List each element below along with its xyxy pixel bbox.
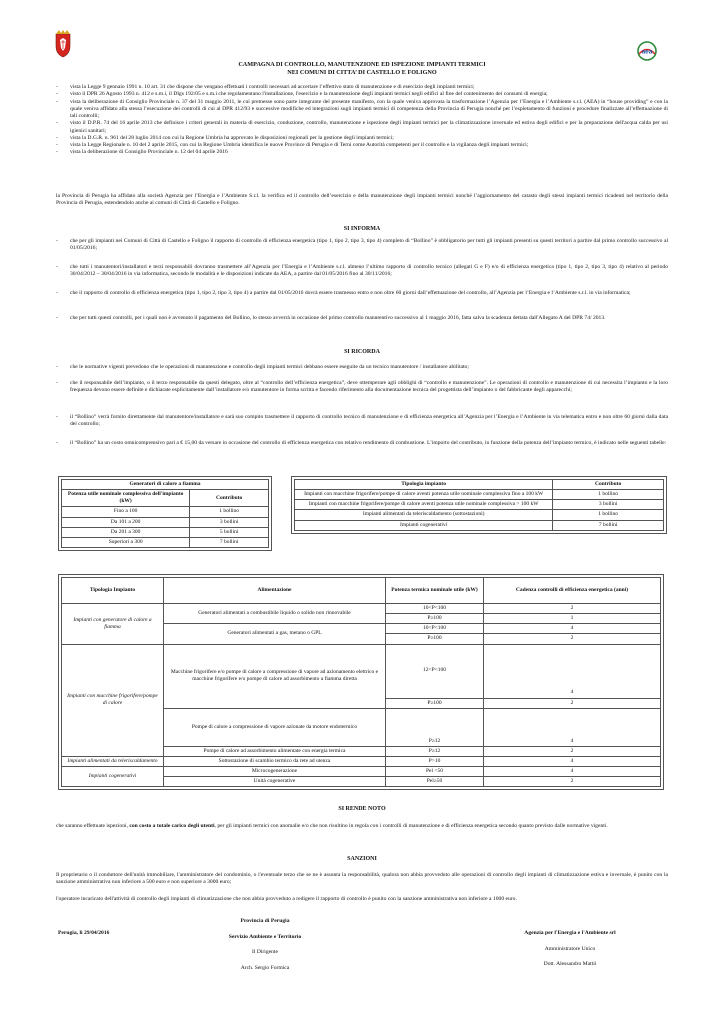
table-left-title: Generatori di calore a fiamma — [62, 480, 269, 490]
signature-agency-role: Amministratore Unico — [544, 945, 596, 952]
big-h4: Cadenza controlli di efficienza energetica (anni) — [484, 578, 661, 604]
table-cell: Fino a 100 — [62, 507, 190, 517]
big-cell: 12<P<100 — [386, 644, 484, 698]
list-item: - il “Bollino” verrà fornito direttamente dal manutentore/installatore e sarà suo compito trasmettere il rapporto di controllo tecnico di manutenzione e di efficienza energetica all’Agenzia per l’Energia e l’Ambiente in via telematica entro e non oltre 60 giorni dalla data del controllo; — [56, 414, 668, 429]
big-cell: Unità cogenerative — [164, 777, 386, 787]
table-cell: 1 bollino — [553, 510, 664, 520]
si-informa-item-3-wrap — [56, 290, 668, 297]
table-right-col1: Tipologia impianto — [295, 480, 553, 490]
big-cell: Pompe di calore ad assorbimento alimentate con energia termica — [164, 746, 386, 756]
list-item: - visto il DPR 26 Agosto 1993 n. 412 e s.m.i, il Dlgs 192/05 e s.m.i che regolamentano l'installazione, l'esercizio e la manutenzione degli impianti termici negli edifici al fine del contenimento dei consumi di energia; — [56, 91, 668, 98]
sanzioni-heading: SANZIONI — [347, 856, 377, 862]
table-row — [62, 756, 661, 766]
table-cell: 7 bollini — [190, 537, 269, 547]
table-cell: Da 201 a 300 — [62, 527, 190, 537]
big-cell: Pel <50 — [386, 766, 484, 776]
intro-section — [56, 193, 668, 208]
si-ricorda-item-4-wrap — [56, 440, 668, 447]
table-cell: Impianti alimentati da teleriscaldamento (sottostazioni) — [295, 510, 553, 520]
big-cell: Microcogenerazione — [164, 766, 386, 776]
table-tipologia — [294, 479, 664, 531]
big-g1-label: Impianti con generatore di calore a fiamma — [62, 604, 164, 645]
table-cell: 5 bollini — [190, 527, 269, 537]
signature-province-role: Il Dirigente — [252, 949, 278, 956]
big-cell: P≥100 — [386, 698, 484, 708]
list-item: - che il responsabile dell’impianto, o il terzo responsabile da questi delegato, oltre al “controllo dell’efficienza energetica”, deve ottemperare agli obblighi di “controllo e manutenzione”. Le operazioni di controllo e manutenzione di cui necessita l’impianto e la loro frequenza devono essere definite e dichiarate esplicitamente dall’installatore e/o manutentore in forma scritta e facendo riferimento alla documentazione tecnica del progettista dell’impianto o del fabbricante degli apparecchi; — [56, 380, 668, 395]
big-cell: 2 — [484, 777, 661, 787]
big-h1: Tipologia Impianto — [62, 578, 164, 604]
text-span: che saranno effettuate ispezioni, — [56, 823, 130, 829]
table-row — [62, 644, 661, 698]
table-row — [295, 500, 664, 510]
si-informa-item-2-wrap — [56, 264, 668, 279]
svg-text:aea: aea — [641, 48, 653, 56]
si-ricorda-item-2-wrap — [56, 380, 668, 395]
big-cell: 10<P<100 — [386, 604, 484, 614]
signature-agency-name: Dott. Alessandro Mattii — [543, 961, 597, 968]
list-item: - vista la deliberazione di Consiglio Provinciale n. 12 del 04 aprile 2016 — [56, 149, 668, 156]
table-row — [62, 517, 269, 527]
sanzioni-p2-wrap — [56, 896, 668, 903]
big-cell: 2 — [484, 746, 661, 756]
signature-province-org: Provincia di Perugia — [240, 918, 290, 924]
big-g4-label: Impianti cogenerativi — [62, 766, 164, 786]
table-cell: Impianti cogenerativi — [295, 520, 553, 530]
big-g2-label: Impianti con macchine frigorifere/pompe di calore — [62, 644, 164, 756]
list-item: - che tutti i manutentori/installatori e terzi responsabili dovranno trasmettere all’Agenzia per l’Energia e l’Ambiente s.r.l. almeno l’ultimo rapporto di controllo tecnico (allegati G e F) e/o di efficienza energetica (tipo 1, tipo 2, tipo 3, tipo 4) relativo al periodo 30/04/2012 – 30/04/2016 in via informatica, secondo le modalità e le disposizioni indicate da AEA, a partire dal 01/05/2016 fino al 30/11/2016; — [56, 264, 668, 279]
table-row — [62, 766, 661, 776]
table-cell: 1 bollino — [190, 507, 269, 517]
table-left-box — [58, 476, 272, 551]
sanzioni-paragraph-1: Il proprietario o il conduttore dell'unità immobiliare, l'amministratore del condominio, o l'eventuale terzo che se ne è assunta la responsabilità, qualora non abbia provveduto alle operazioni di controllo degli impianti di climatizzazione estiva e invernale, è punito con la sanzione amministrativa non inferiore a 500 euro e non superiore a 3000 euro; — [56, 872, 668, 886]
table-left-col1: Potenza utile nominale complessiva dell'impianto (kW) — [62, 490, 190, 507]
big-cell: Sottostazione di scambio termico da rete ad utenza — [164, 756, 386, 766]
signature-agency — [470, 926, 670, 973]
si-rende-noto-heading: SI RENDE NOTO — [338, 806, 386, 812]
big-cell-line: Macchine frigorifere e/o pompe di calore a compressione di vapore ad azionamento elettrico e — [170, 668, 379, 675]
province-crest-logo — [52, 30, 74, 58]
table-right-box — [291, 476, 667, 534]
table-cell: Da 101 a 200 — [62, 517, 190, 527]
list-item: - che le normative vigenti prevedono che le operazioni di manutenzione e controllo degli impianti termici debbano essere eseguite da un tecnico manutentore / installatore abilitato; — [56, 364, 668, 371]
si-ricorda-item-3-wrap — [56, 414, 668, 429]
si-ricorda-item-1-wrap — [56, 364, 668, 371]
table-generatori — [61, 479, 269, 548]
big-cell: P≥12 — [386, 746, 484, 756]
list-item: - che il rapporto di controllo di efficienza energetica (tipo 1, tipo 2, tipo 3, tipo 4) a partire dal 01/05/2016 dovrà essere trasmesso entro e non oltre 60 giorni dall’effettuazione del controllo, all’Agenzia per l’Energia e l’Ambiente s.r.l. in via informatica; — [56, 290, 668, 297]
si-rende-noto-section — [56, 806, 668, 814]
list-item: - vista la Legge Regionale n. 10 del 2 aprile 2015, con cui la Regione Umbria identifica le nuove Province di Perugia e di Terni come Autorità competenti per il controllo e la vigilanza degli impianti termici; — [56, 142, 668, 149]
big-cell: Pel≥50 — [386, 777, 484, 787]
si-informa-section — [56, 226, 668, 234]
table-row — [62, 537, 269, 547]
big-g3-label: Impianti alimentati da teleriscaldamento — [62, 756, 164, 766]
big-cell: 4 — [484, 644, 661, 698]
table-big-box — [58, 574, 664, 790]
premises-section — [56, 84, 668, 157]
list-item: - visto il D.P.R. 74 del 16 aprile 2013 che definisce i criteri generali in materia di esercizio, conduzione, controllo, manutenzione e ispezione degli impianti termici per la climatizzazione invernale ed estiva degli edifici e per la preparazione dell'acqua calda per usi igienici sanitari; — [56, 120, 668, 135]
signature-agency-org: Agenzia per l'Energia e l'Ambiente srl — [524, 930, 616, 936]
big-cell: P≥100 — [386, 614, 484, 624]
table-right-col2: Contributo — [553, 480, 664, 490]
table-row — [295, 520, 664, 530]
page-title — [100, 61, 624, 77]
table-cadenza-controlli — [61, 577, 661, 787]
si-rende-noto-text-wrap — [56, 823, 668, 830]
big-cell: P≥12 — [386, 708, 484, 746]
big-h2: Alimentazione — [164, 578, 386, 604]
title-line-1: CAMPAGNA DI CONTROLLO, MANUTENZIONE ED ISPEZIONE IMPIANTI TERMICI — [238, 61, 486, 68]
big-cell — [164, 644, 386, 708]
big-cell: Pompe di calore a compressione di vapore azionate da motore endotermico — [164, 708, 386, 746]
sanzioni-section — [56, 856, 668, 864]
si-informa-item-4-wrap — [56, 315, 668, 322]
big-cell: P≥100 — [386, 634, 484, 644]
big-cell: Generatori alimentati a combustibile liquido o solido non rinnovabile — [164, 604, 386, 624]
si-ricorda-heading: SI RICORDA — [344, 349, 380, 355]
big-cell: P>10 — [386, 756, 484, 766]
table-cell: Impianti con macchine frigorifere/pompe di calore aventi potenza utile nominale complessiva > 100 kW — [295, 500, 553, 510]
table-cell: 7 bollini — [553, 520, 664, 530]
table-left-col2: Contributo — [190, 490, 269, 507]
list-item: - il “Bollino” ha un costo omnicomprensivo pari a € 15,00 da versare in occasione del controllo di efficienza energetica con relativo rendimento di combustione. L’importo del contributo, in funzione della potenza dell’impianto termico, è indicato nelle seguenti tabelle: — [56, 440, 668, 447]
list-item: - vista la D.G.R. n. 961 del 28 luglio 2014 con cui la Regione Umbria ha approvato le disposizioni regionali per la gestione degli impianti termici; — [56, 135, 668, 142]
list-item: - vista la deliberazione di Consiglio Provinciale n. 37 del 31 maggio 2011, le cui premesse sono parte integrante del presente manifesto, con la quale veniva approvata la trasformazione l’Agenzia per l’Energia e l’Ambiente s.r.l. (AEA) in “house providing” e con la quale veniva affidato alla stessa l’esecuzione dei controlli di cui al DPR 412/93 e successive modifiche ed integrazioni sugli impianti termici di competenza della Provincia di Perugia nonché per l’espletamento di funzioni e procedure finalizzate all’effettuazione di tali controlli; — [56, 99, 668, 121]
table-row — [295, 490, 664, 500]
signature-province — [200, 914, 330, 977]
table-cell: Impianti con macchine frigorifere/pompe di calore aventi potenza utile nominale complessiva fino a 100 kW — [295, 490, 553, 500]
si-rende-noto-paragraph — [56, 823, 668, 830]
big-cell: 2 — [484, 634, 661, 644]
big-cell: 2 — [484, 698, 661, 708]
place-date-text: Perugia, lì 29/04/2016 — [58, 930, 110, 936]
table-cell: 1 bollino — [553, 490, 664, 500]
big-cell: 10<P<100 — [386, 624, 484, 634]
table-row — [295, 510, 664, 520]
big-cell: Generatori alimentati a gas, metano o GPL — [164, 624, 386, 644]
sanzioni-p1-wrap — [56, 872, 668, 887]
big-cell-line: macchine frigorifere e/o pompe di calore ad assorbimento a fiamma diretta — [192, 676, 357, 683]
aea-logo — [636, 40, 658, 62]
si-informa-item-1-wrap — [56, 238, 668, 253]
big-cell: 2 — [484, 604, 661, 614]
big-cell: 1 — [484, 614, 661, 624]
signature-province-service: Servizio Ambiente e Territorio — [228, 933, 302, 940]
signature-province-name: Arch. Sergio Formica — [240, 964, 290, 971]
table-cell: 3 bollini — [190, 517, 269, 527]
big-cell: 4 — [484, 756, 661, 766]
si-informa-heading: SI INFORMA — [343, 226, 381, 232]
table-row — [62, 527, 269, 537]
title-line-2: NEI COMUNI DI CITTA’ DI CASTELLO E FOLIGNO — [287, 69, 437, 77]
list-item: - che per tutti questi controlli, per i quali non è avvenuto il pagamento del Bollino, lo stesso avverrà in occasione del primo controllo manutentivo successivo al 1 maggio 2016, fatta salva la scadenza dettata dall'Allegato A del DPR 74/ 2013. — [56, 315, 668, 322]
table-row — [62, 507, 269, 517]
list-item: - che per gli impianti nei Comuni di Città di Castello e Foligno il rapporto di controllo di efficienza energetica (tipo 1, tipo 2, tipo 3, tipo 4) completo di “Bollino” è obbligatorio per tutti gli impianti presenti su questi territori a partire dal primo controllo successivo al 01/05/2016; — [56, 238, 668, 253]
table-cell: Superiori a 300 — [62, 537, 190, 547]
place-date — [58, 926, 109, 942]
table-row — [62, 604, 661, 614]
big-h3: Potenza termica nominale utile (kW) — [386, 578, 484, 604]
big-cell: 4 — [484, 766, 661, 776]
big-cell: 4 — [484, 624, 661, 634]
si-ricorda-section — [56, 349, 668, 357]
list-item: - vista la Legge 9 gennaio 1991 n. 10 art. 31 che dispone che vengano effettuati i controlli necessari ad accertare l’effettivo stato di manutenzione e di esercizio degli impianti termici; — [56, 84, 668, 91]
table-cell: 3 bollini — [553, 500, 664, 510]
intro-paragraph: la Provincia di Perugia ha affidato alla società Agenzia per l’Energia e l’Ambiente S.r.l. la verifica ed il controllo dell’esercizio e della manutenzione degli impianti termici nonché l’aggiornamento del catasto degli stessi impianti termici ricadenti nel territorio della Provincia di Perugia, estendendolo anche ai comuni di Città di Castello e Foligno. — [56, 193, 668, 207]
premises-list — [56, 84, 668, 157]
text-bold-span: con costo a totale carico degli utenti — [129, 823, 215, 829]
sanzioni-paragraph-2: l'operatore incaricato dell'attività di controllo degli impianti di climatizzazione che non abbia provveduto a redigere il rapporto di controllo è punito con la sanzione amministrativa non inferiore a 1000 euro. — [56, 896, 517, 902]
text-span: , per gli impianti termici con anomalie e/o che non risultino in regola con i controlli di manutenzione e di efficienza energetica secondo quanto previsto dalle normative vigenti. — [214, 823, 608, 829]
big-cell: 4 — [484, 708, 661, 746]
